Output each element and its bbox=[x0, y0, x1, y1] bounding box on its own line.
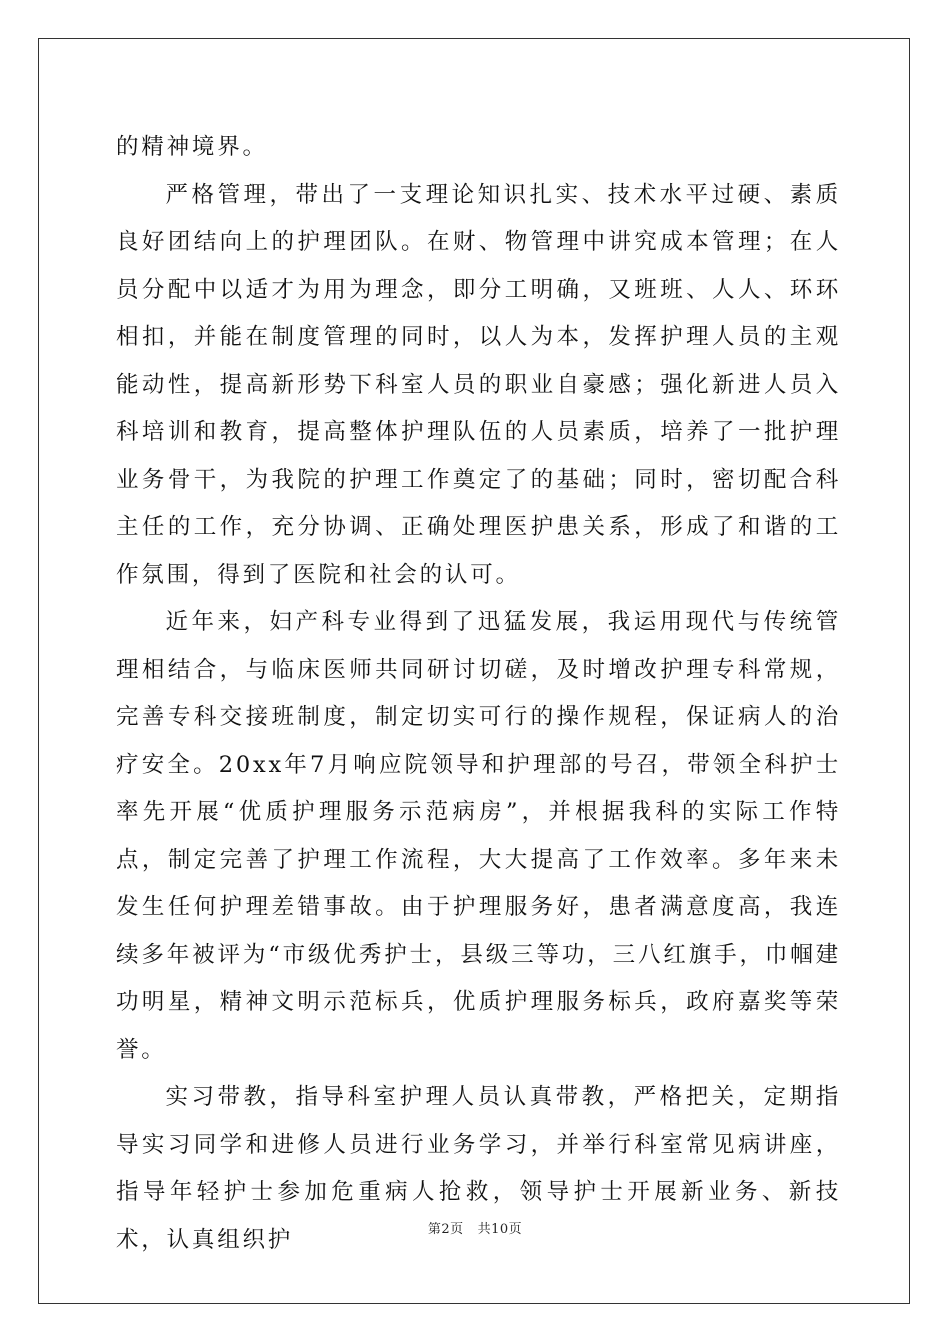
paragraph-management: 严格管理，带出了一支理论知识扎实、技术水平过硬、素质良好团结向上的护理团队。在财、物管理中讲究成本管理；在人员分配中以适才为用为理念，即分工明确，又班班、人人、环环相扣，并能在制度管理的同时，以人为本，发挥护理人员的主观能动性，提高新形势下科室人员的职业自豪感；强化新进人员入科培训和教育，提高整体护理队伍的人员素质，培养了一批护理业务骨干，为我院的护理工作奠定了的基础；同时，密切配合科主任的工作，充分协调、正确处理医护患关系，形成了和谐的工作氛围，得到了医院和社会的认可。 bbox=[116, 181, 841, 588]
paragraph-teaching: 实习带教，指导科室护理人员认真带教，严格把关，定期指导实习同学和进修人员进行业务学习，并举行科室常见病讲座，指导年轻护士参加危重病人抢救，领导护士开展新业务、新技术，认真组织护 bbox=[116, 1084, 841, 1253]
page-number-total: 共10页 bbox=[477, 1222, 523, 1237]
document-body bbox=[116, 124, 841, 1264]
page-number-current: 第2页 bbox=[427, 1222, 464, 1237]
footer-spacer bbox=[464, 1222, 478, 1237]
page-footer bbox=[0, 1218, 950, 1237]
paragraph-development: 近年来，妇产科专业得到了迅猛发展，我运用现代与传统管理相结合，与临床医师共同研讨切磋，及时增改护理专科常规，完善专科交接班制度，制定切实可行的操作规程，保证病人的治疗安全。20xx年7月响应院领导和护理部的号召，带领全科护士率先开展“优质护理服务示范病房”，并根据我科的实际工作特点，制定完善了护理工作流程，大大提高了工作效率。多年来未发生任何护理差错事故。由于护理服务好，患者满意度高，我连续多年被评为“市级优秀护士，县级三等功，三八红旗手，巾帼建功明星，精神文明示范标兵，优质护理服务标兵，政府嘉奖等荣誉。 bbox=[116, 609, 841, 1063]
paragraph-continuation: 的精神境界。 bbox=[116, 134, 268, 160]
